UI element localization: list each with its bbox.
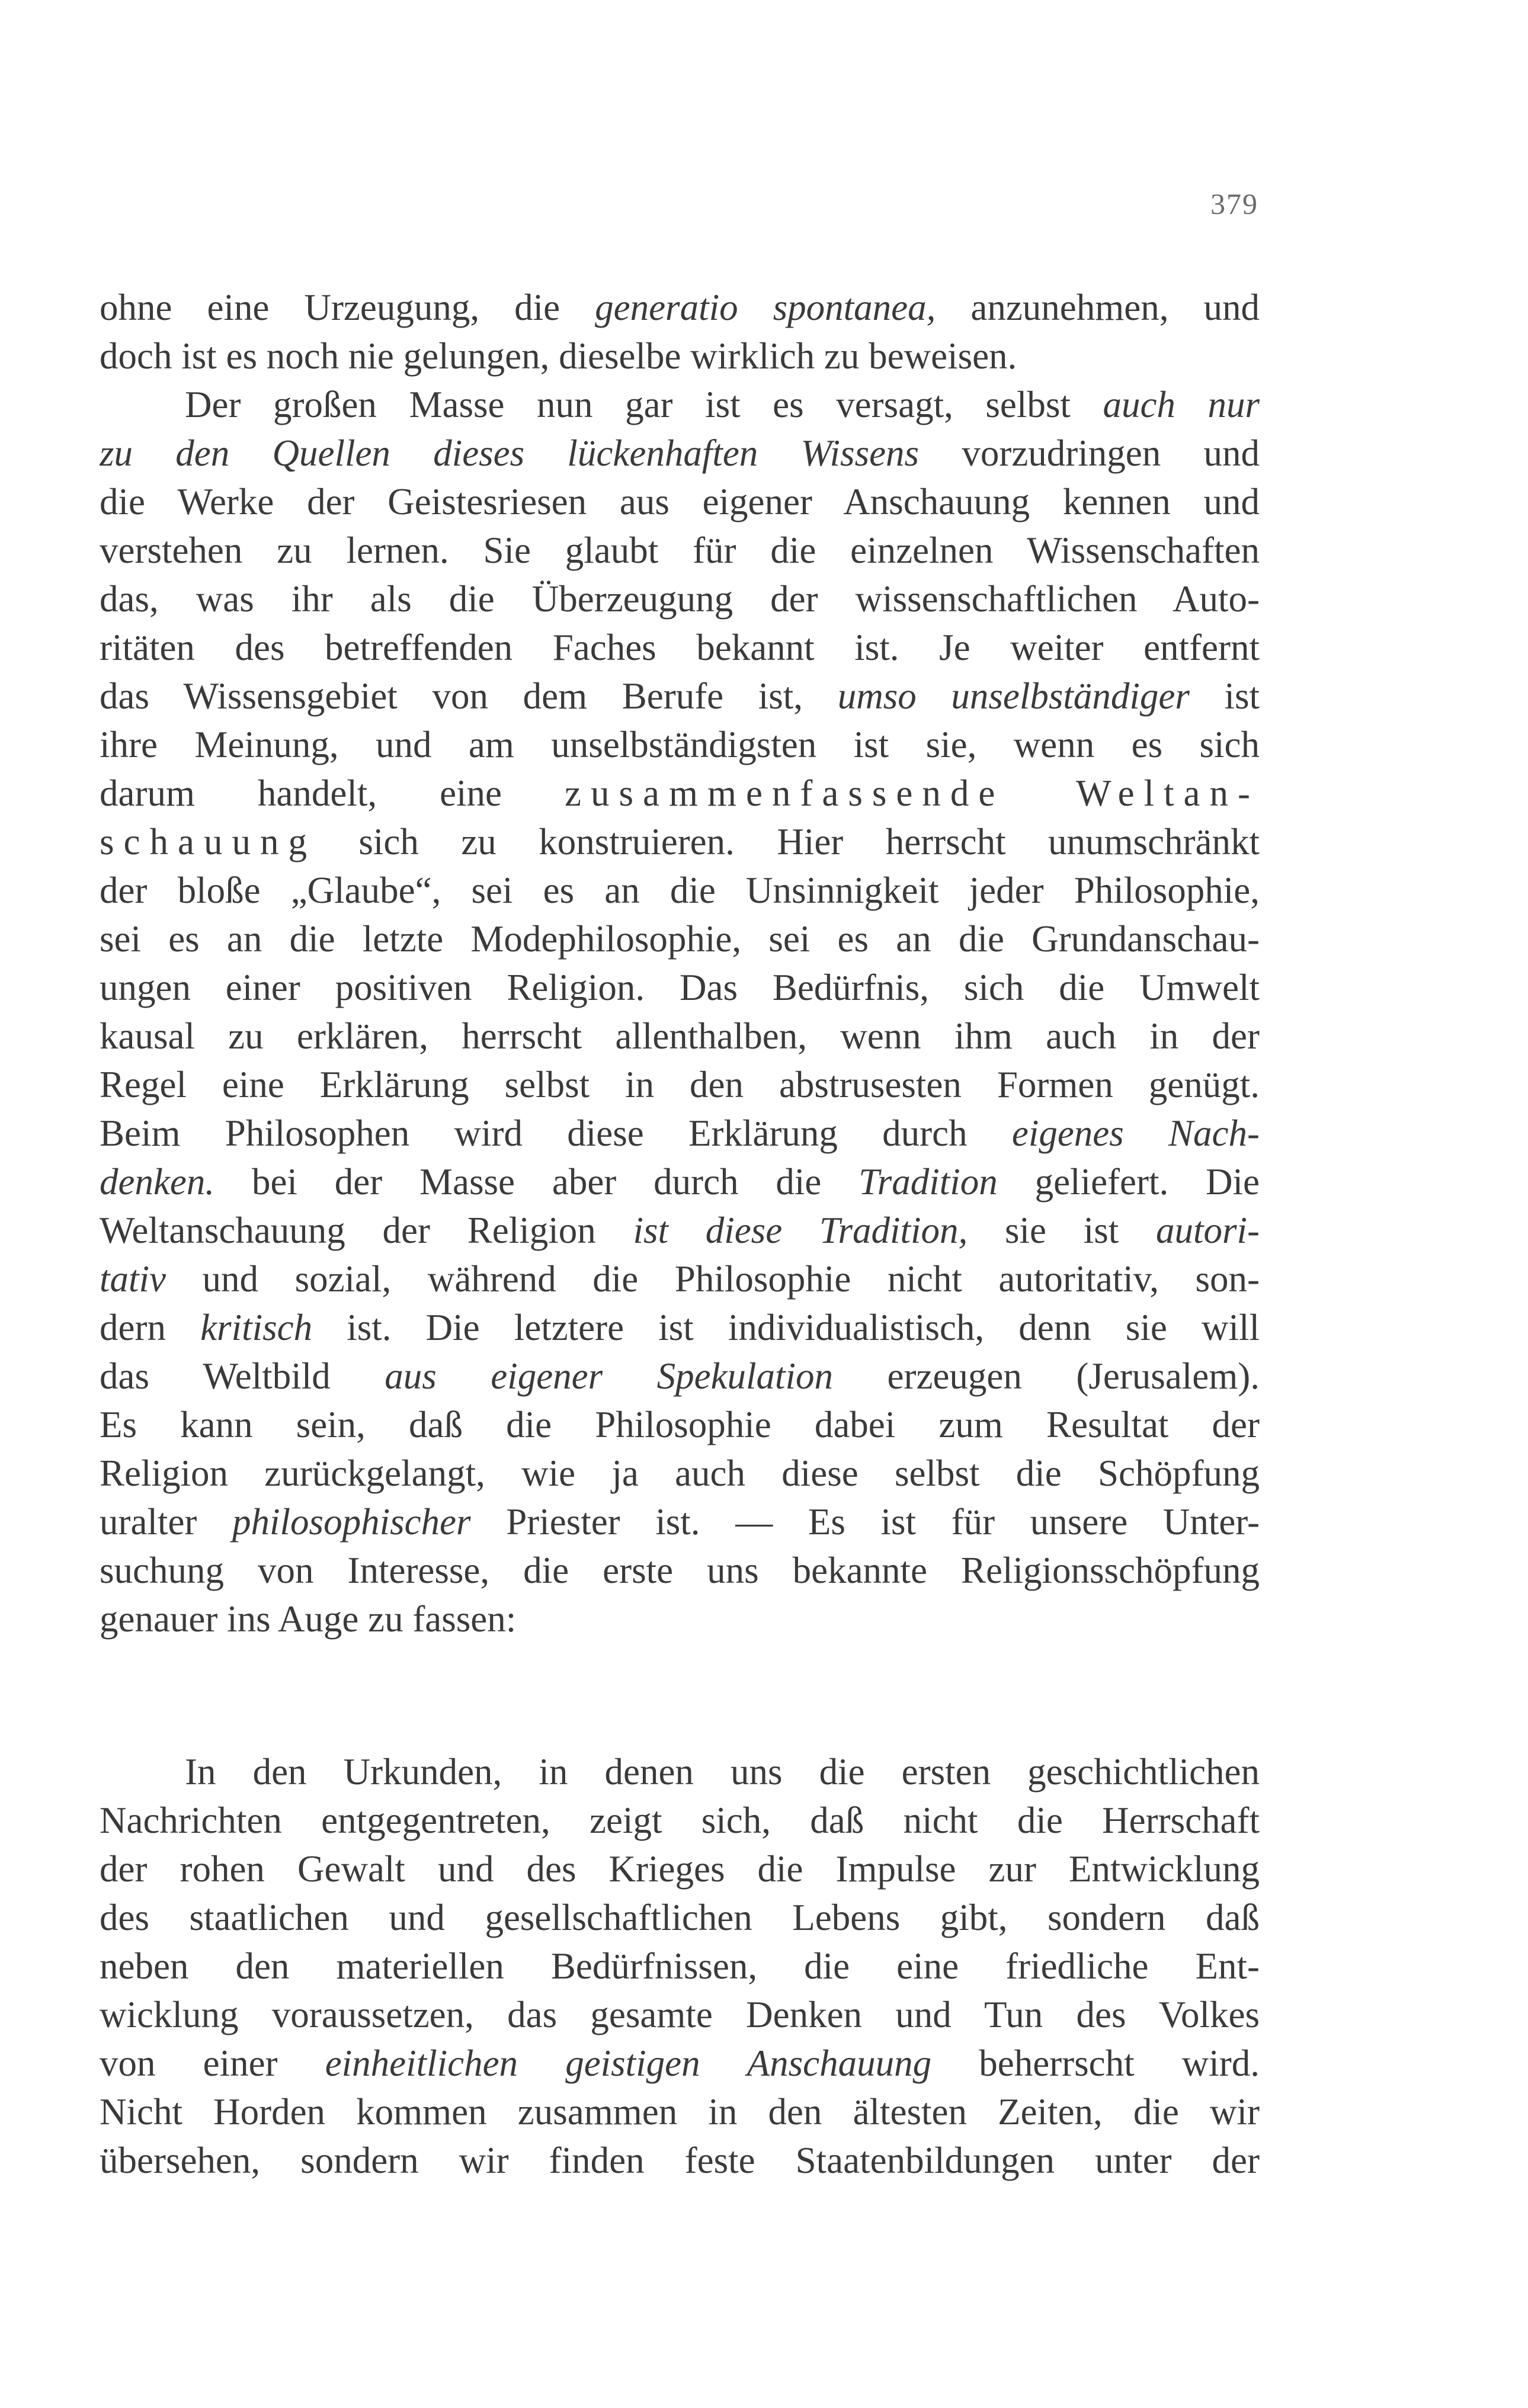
text-line: Es kann sein, daß die Philosophie dabei zum Resultat der (100, 1404, 1260, 1445)
text-line: übersehen, sondern wir finden feste Staatenbildungen unter der (100, 2140, 1260, 2181)
paragraph-2 (100, 1748, 1260, 2185)
text-line: doch ist es noch nie gelungen, dieselbe wirklich zu beweisen. (100, 335, 1017, 377)
text-line: wicklung voraussetzen, das gesamte Denken und Tun des Volkes (100, 1994, 1260, 2035)
text-line: Der großen Masse nun gar ist es versagt, selbst auch nur (185, 384, 1260, 425)
text-line: das, was ihr als die Überzeugung der wissenschaftlichen Auto- (100, 578, 1260, 620)
page-number: 379 (1210, 187, 1258, 220)
text-line: ungen einer positiven Religion. Das Bedürfnis, sich die Umwelt (100, 967, 1260, 1008)
text-line: Religion zurückgelangt, wie ja auch diese selbst die Schöpfung (100, 1453, 1260, 1494)
text-line: von einer einheitlichen geistigen Anschauung beherrscht wird. (100, 2043, 1260, 2084)
text-line: ihre Meinung, und am unselbständigsten ist sie, wenn es sich (100, 724, 1260, 765)
text-line: Regel eine Erklärung selbst in den abstrusesten Formen genügt. (100, 1064, 1260, 1105)
text-line: ohne eine Urzeugung, die generatio spontanea, anzunehmen, und (100, 287, 1260, 328)
text-line: das Weltbild aus eigener Spekulation erzeugen (Jerusalem). (100, 1355, 1260, 1397)
text-line: die Werke der Geistesriesen aus eigener Anschauung kennen und (100, 481, 1260, 522)
text-line: In den Urkunden, in denen uns die ersten geschichtlichen (185, 1751, 1260, 1793)
text-line: des staatlichen und gesellschaftlichen Lebens gibt, sondern daß (100, 1897, 1260, 1938)
text-line: darum handelt, eine zusammenfassende Weltan- (100, 772, 1260, 814)
text-line: tativ und sozial, während die Philosophie nicht autoritativ, son- (100, 1258, 1260, 1300)
text-line: der bloße „Glaube“, sei es an die Unsinnigkeit jeder Philosophie, (100, 870, 1260, 911)
text-line: uralter philosophischer Priester ist. — Es ist für unsere Unter- (100, 1501, 1260, 1543)
spaced-emphasis: zusammenfassende Weltan- (565, 772, 1260, 814)
text-line: Nachrichten entgegentreten, zeigt sich, daß nicht die Herrschaft (100, 1800, 1260, 1841)
text-line: ritäten des betreffenden Faches bekannt ist. Je weiter entfernt (100, 627, 1260, 668)
text-line: kausal zu erklären, herrscht allenthalben, wenn ihm auch in der (100, 1015, 1260, 1057)
text-line: schauung sich zu konstruieren. Hier herrscht unumschränkt (100, 821, 1260, 862)
text-line: sei es an die letzte Modephilosophie, sei es an die Grundanschau- (100, 918, 1260, 960)
text-line: denken. bei der Masse aber durch die Tradition geliefert. Die (100, 1161, 1260, 1203)
paragraph-1 (100, 283, 1260, 1643)
text-line: neben den materiellen Bedürfnissen, die eine friedliche Ent- (100, 1945, 1260, 1987)
spaced-emphasis: schauung (100, 821, 316, 862)
text-line: Nicht Horden kommen zusammen in den ältesten Zeiten, die wir (100, 2091, 1260, 2133)
text-line: genauer ins Auge zu fassen: (100, 1598, 517, 1640)
text-line: Weltanschauung der Religion ist diese Tradition, sie ist autori- (100, 1210, 1260, 1251)
text-line: verstehen zu lernen. Sie glaubt für die einzelnen Wissenschaften (100, 530, 1260, 571)
text-line: dern kritisch ist. Die letztere ist individualistisch, denn sie will (100, 1307, 1260, 1348)
text-line: Beim Philosophen wird diese Erklärung durch eigenes Nach- (100, 1112, 1260, 1154)
text-line: suchung von Interesse, die erste uns bekannte Religionsschöpfung (100, 1550, 1260, 1591)
text-line: zu den Quellen dieses lückenhaften Wissens vorzudringen und (100, 432, 1260, 474)
text-line: das Wissensgebiet von dem Berufe ist, umso unselbständiger ist (100, 675, 1260, 717)
text-line: der rohen Gewalt und des Krieges die Impulse zur Entwicklung (100, 1848, 1260, 1890)
